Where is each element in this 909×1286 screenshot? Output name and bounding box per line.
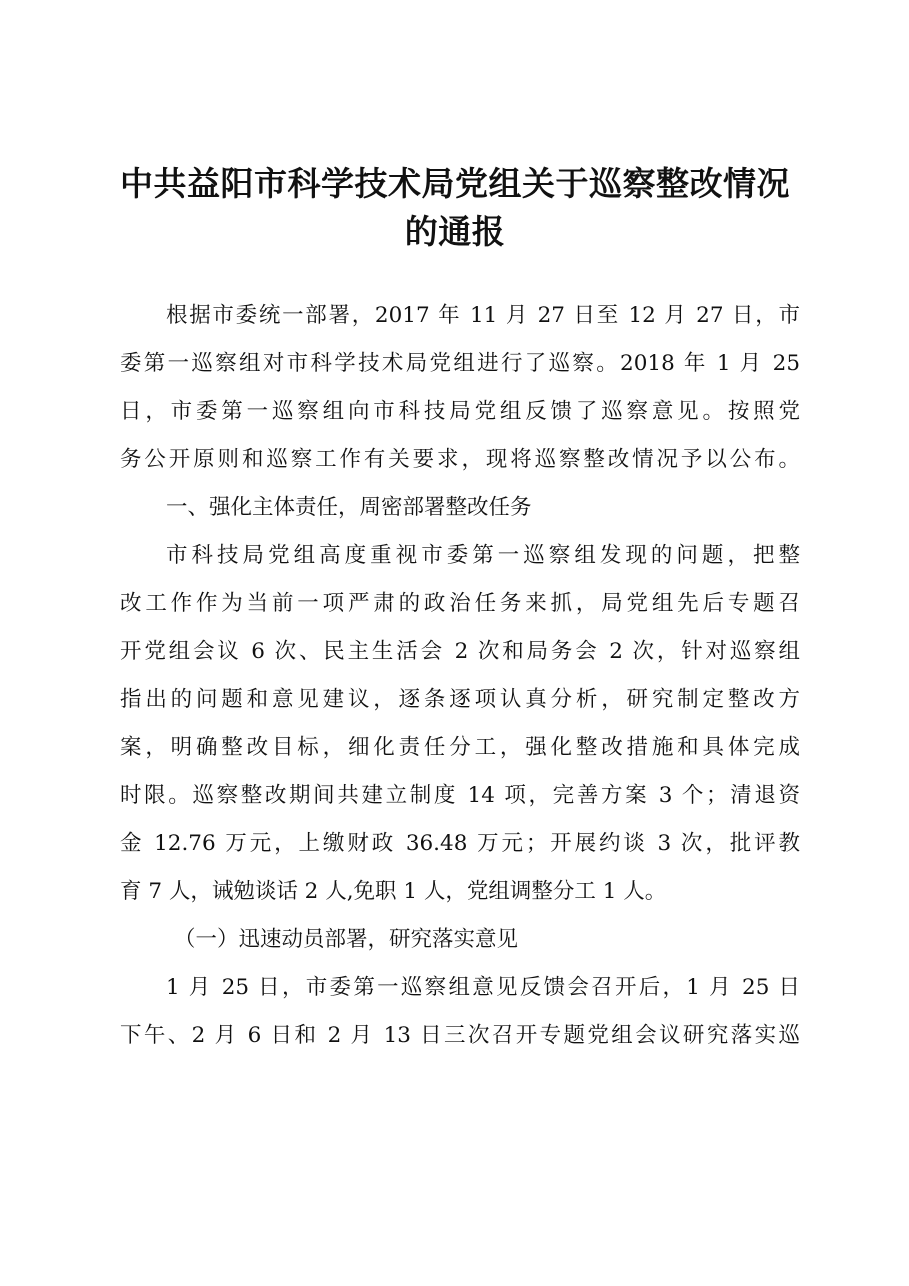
title-line: 的通报 bbox=[404, 212, 506, 251]
paragraph-line: 委第一巡察组对市科学技术局党组进行了巡察。2018 年 1 月 25 bbox=[120, 351, 800, 376]
paragraph-line: 案，明确整改目标，细化责任分工，强化整改措施和具体完成 bbox=[120, 735, 800, 760]
paragraph-line: 育 7 人，诫勉谈话 2 人,免职 1 人，党组调整分工 1 人。 bbox=[120, 879, 667, 904]
section-heading: 一、强化主体责任，周密部署整改任务 bbox=[166, 495, 532, 520]
paragraph-line: 时限。巡察整改期间共建立制度 14 项，完善方案 3 个；清退资 bbox=[120, 783, 800, 808]
paragraph-line: 市科技局党组高度重视市委第一巡察组发现的问题，把整 bbox=[166, 543, 800, 568]
paragraph-line: 务公开原则和巡察工作有关要求，现将巡察整改情况予以公布。 bbox=[120, 447, 800, 472]
paragraph-line: 1 月 25 日，市委第一巡察组意见反馈会召开后，1 月 25 日 bbox=[166, 975, 800, 1000]
subsection-heading: （一）迅速动员部署，研究落实意见 bbox=[174, 927, 519, 952]
paragraph-line: 下午、2 月 6 日和 2 月 13 日三次召开专题党组会议研究落实巡 bbox=[120, 1023, 800, 1048]
document-title bbox=[110, 158, 800, 254]
paragraph-line: 日，市委第一巡察组向市科技局党组反馈了巡察意见。按照党 bbox=[120, 399, 800, 424]
paragraph-line: 开党组会议 6 次、民主生活会 2 次和局务会 2 次，针对巡察组 bbox=[120, 639, 800, 664]
title-line: 中共益阳市科学技术局党组关于巡察整改情况 bbox=[120, 164, 790, 203]
document-body bbox=[120, 292, 800, 1060]
paragraph-line: 根据市委统一部署，2017 年 11 月 27 日至 12 月 27 日，市 bbox=[166, 303, 800, 328]
paragraph-line: 改工作作为当前一项严肃的政治任务来抓，局党组先后专题召 bbox=[120, 591, 800, 616]
paragraph-line: 金 12.76 万元，上缴财政 36.48 万元；开展约谈 3 次，批评教 bbox=[120, 831, 800, 856]
paragraph-line: 指出的问题和意见建议，逐条逐项认真分析，研究制定整改方 bbox=[120, 687, 800, 712]
